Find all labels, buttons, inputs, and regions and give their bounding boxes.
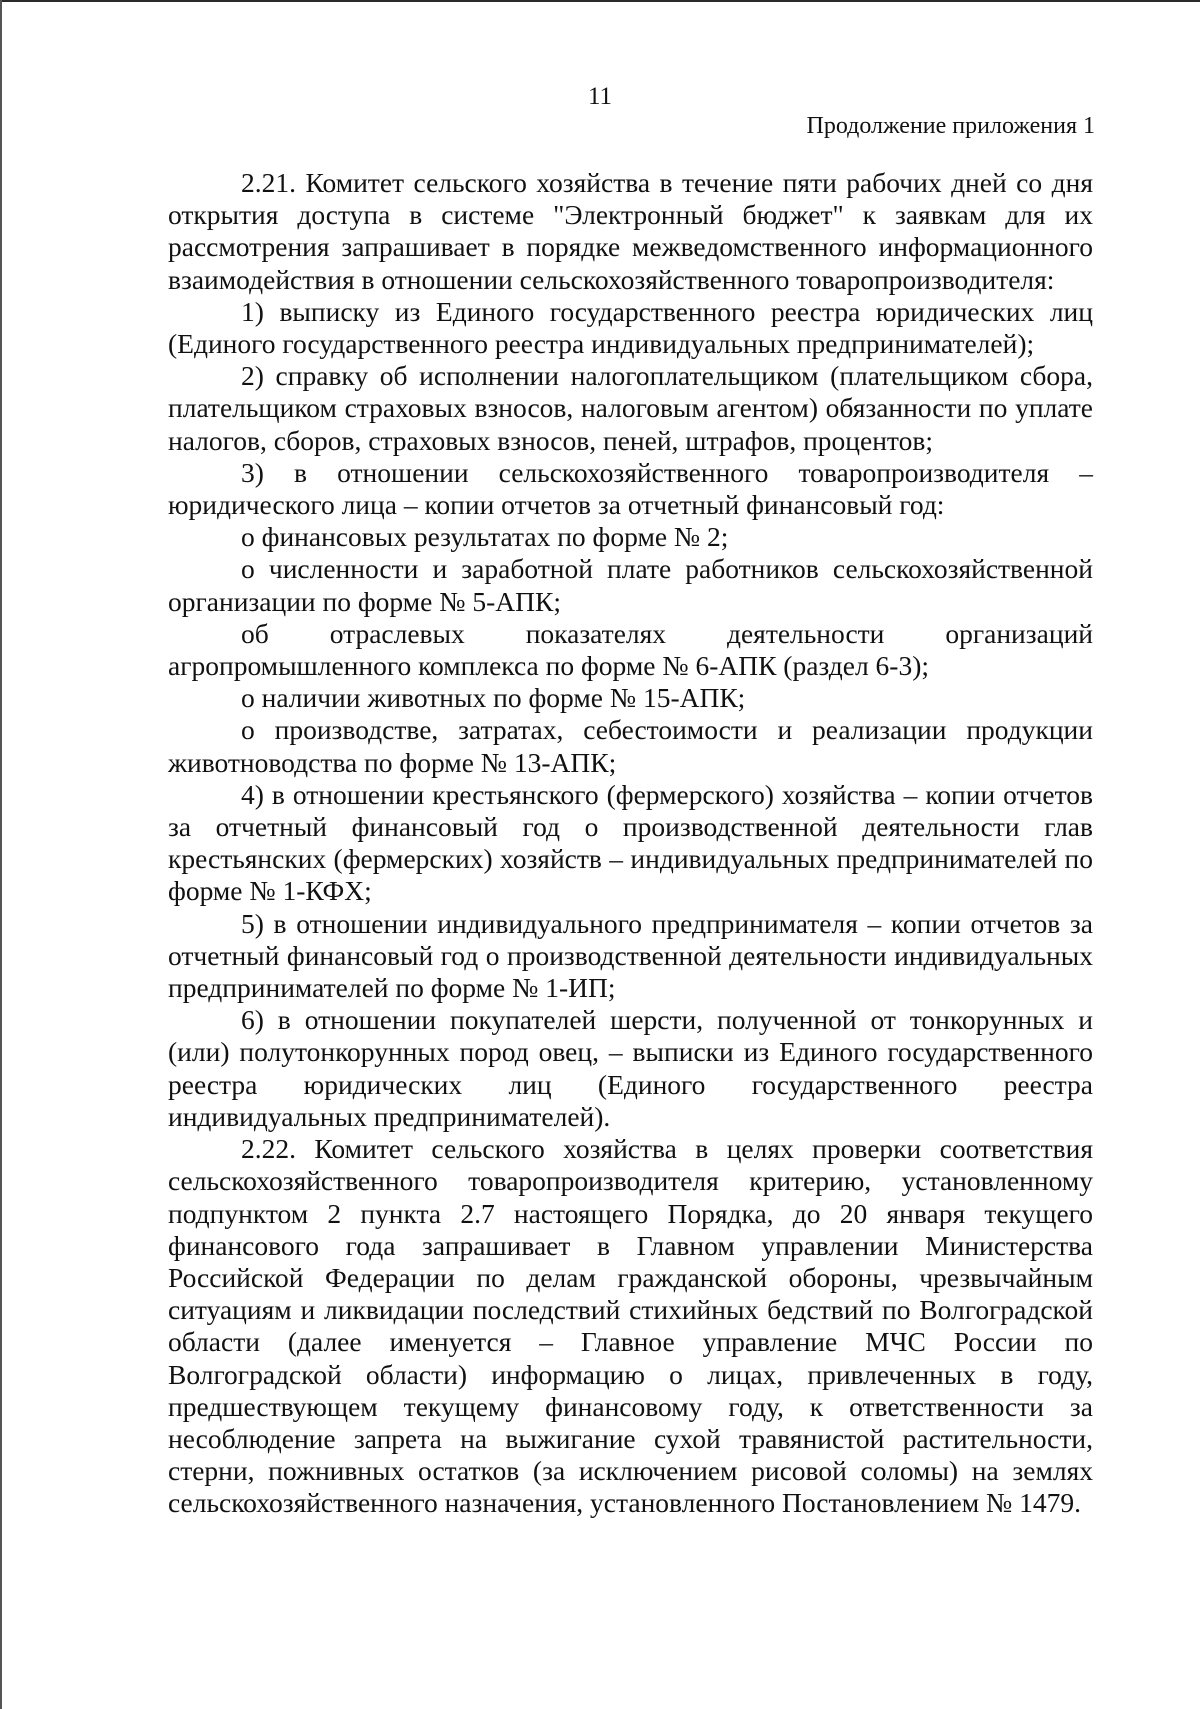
sub-item-form-5-apk: о численности и заработной плате работников сельскохозяйственной организации по форме № 5-АПК; — [168, 553, 1093, 617]
paragraph-2-22: 2.22. Комитет сельского хозяйства в целях проверки соответствия сельскохозяйственного товаропроизводителя критерию, установленному подпунктом 2 пункта 2.7 настоящего Порядка, до 20 января текущего финансового года запрашивает в Главном управлении Министерства Российской Федерации по делам гражданской обороны, чрезвычайным ситуациям и ликвидации последствий стихийных бедствий по Волгоградской области (далее именуется – Главное управление МЧС России по Волгоградской области) информацию о лицах, привлеченных в году, предшествующем текущему финансовому году, к ответственности за несоблюдение запрета на выжигание сухой травянистой растительности, стерни, пожнивных остатков (за исключением рисовой соломы) на землях сельскохозяйственного назначения, установленного Постановлением № 1479. — [168, 1133, 1093, 1519]
sub-item-form-6-apk: об отраслевых показателях деятельности организаций агропромышленного комплекса по форме № 6-АПК (раздел 6-3); — [168, 617, 1093, 682]
list-item-6: 6) в отношении покупателей шерсти, полученной от тонкорунных и (или) полутонкорунных пород овец, – выписки из Единого государственного реестра юридических лиц (Единого государственного реестра индивидуальных предпринимателей). — [168, 1004, 1093, 1132]
paragraph-2-21: 2.21. Комитет сельского хозяйства в течение пяти рабочих дней со дня открытия доступа в системе "Электронный бюджет" к заявкам для их рассмотрения запрашивает в порядке межведомственного информационного взаимодействия в отношении сельскохозяйственного товаропроизводителя: — [168, 167, 1093, 295]
page-edge-top — [0, 0, 1200, 2]
sub-item-form-15-apk: о наличии животных по форме № 15-АПК; — [241, 682, 746, 714]
list-item-4: 4) в отношении крестьянского (фермерского) хозяйства – копии отчетов за отчетный финансовый год о производственной деятельности глав крестьянских (фермерских) хозяйств – индивидуальных предпринимателей по форме № 1-КФХ; — [168, 778, 1093, 907]
list-item-2: 2) справку об исполнении налогоплательщиком (плательщиком сбора, плательщиком страховых взносов, налоговым агентом) обязанности по уплате налогов, сборов, страховых взносов, пеней, штрафов, процентов; — [168, 360, 1093, 456]
page-edge-left — [0, 0, 2, 1709]
appendix-continuation-label: Продолжение приложения 1 — [806, 113, 1095, 139]
list-item-3: 3) в отношении сельскохозяйственного товаропроизводителя – юридического лица – копии отчетов за отчетный финансовый год: — [168, 456, 1093, 521]
sub-item-form-13-apk: о производстве, затратах, себестоимости и реализации продукции животноводства по форме № 13-АПК; — [168, 714, 1093, 778]
list-item-1: 1) выписку из Единого государственного реестра юридических лиц (Единого государственного реестра индивидуальных предпринимателей); — [168, 295, 1093, 360]
sub-item-form-2: о финансовых результатах по форме № 2; — [241, 521, 729, 553]
document-body — [168, 167, 1093, 1520]
page-number: 11 — [587, 83, 613, 110]
list-item-5: 5) в отношении индивидуального предпринимателя – копии отчетов за отчетный финансовый год о производственной деятельности индивидуальных предпринимателей по форме № 1-ИП; — [168, 907, 1093, 1004]
